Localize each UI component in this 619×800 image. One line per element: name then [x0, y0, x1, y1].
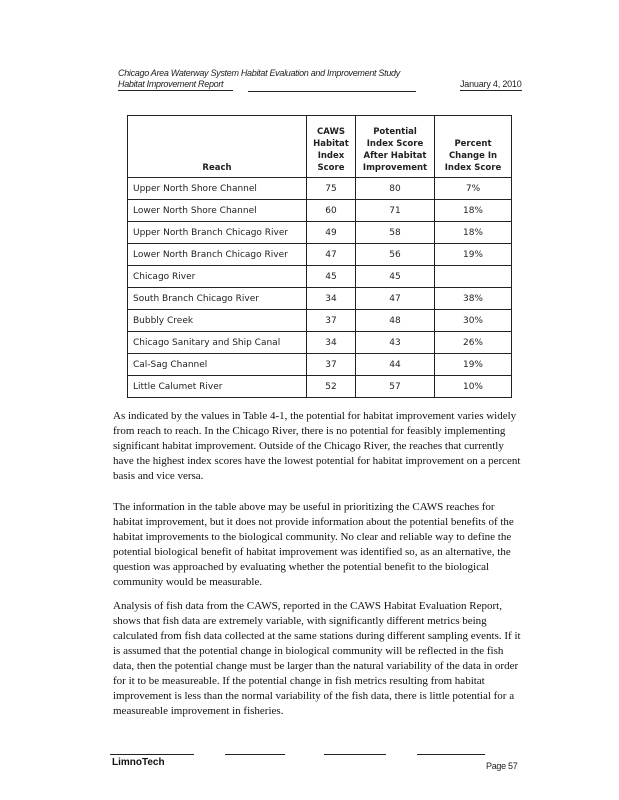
column-header-reach: Reach — [128, 116, 307, 178]
percent-change: 7% — [435, 178, 512, 200]
table-row — [128, 244, 512, 266]
caws-score: 34 — [307, 332, 356, 354]
footer-rule — [324, 754, 386, 755]
reach-name: Chicago Sanitary and Ship Canal — [128, 332, 307, 354]
reach-name: Bubbly Creek — [128, 310, 307, 332]
table-header-row — [128, 116, 512, 178]
reach-name: Upper North Branch Chicago River — [128, 222, 307, 244]
table-row — [128, 310, 512, 332]
potential-score: 80 — [356, 178, 435, 200]
caws-score: 47 — [307, 244, 356, 266]
reach-name: Lower North Branch Chicago River — [128, 244, 307, 266]
caws-score: 52 — [307, 376, 356, 398]
percent-change: 19% — [435, 244, 512, 266]
potential-score: 57 — [356, 376, 435, 398]
habitat-index-table — [127, 115, 512, 398]
reach-name: Chicago River — [128, 266, 307, 288]
body-paragraph: As indicated by the values in Table 4-1, the potential for habitat improvement varies widely from reach to reach. In the Chicago River, there is no potential for feasibly implementing significant habitat improvement. Outside of the Chicago River, the reaches that currently have the highest index scores have the lowest potential for habitat improvement on a percent basis and vice versa. — [113, 410, 521, 482]
header-report-title: Habitat Improvement Report — [118, 79, 233, 91]
footer-rule — [225, 754, 285, 755]
potential-score: 47 — [356, 288, 435, 310]
footer-rule — [417, 754, 485, 755]
caws-score: 75 — [307, 178, 356, 200]
percent-change: 26% — [435, 332, 512, 354]
potential-score: 71 — [356, 200, 435, 222]
header-rule — [248, 91, 416, 92]
footer-company-name: LimnoTech — [112, 757, 165, 768]
header-date: January 4, 2010 — [460, 79, 522, 89]
caws-score: 45 — [307, 266, 356, 288]
footer-rule — [110, 754, 194, 755]
footer-page-number: Page 57 — [486, 761, 518, 771]
caws-score: 60 — [307, 200, 356, 222]
reach-name: Cal-Sag Channel — [128, 354, 307, 376]
column-header-caws-score: CAWS Habitat Index Score — [307, 116, 356, 178]
table-row — [128, 200, 512, 222]
reach-name: Lower North Shore Channel — [128, 200, 307, 222]
table-row — [128, 332, 512, 354]
column-header-percent-change: Percent Change In Index Score — [435, 116, 512, 178]
caws-score: 37 — [307, 310, 356, 332]
table-row — [128, 288, 512, 310]
table-row — [128, 178, 512, 200]
table-row — [128, 376, 512, 398]
percent-change: 10% — [435, 376, 512, 398]
potential-score: 48 — [356, 310, 435, 332]
potential-score: 44 — [356, 354, 435, 376]
caws-score: 34 — [307, 288, 356, 310]
reach-name: Little Calumet River — [128, 376, 307, 398]
table-row — [128, 222, 512, 244]
potential-score: 45 — [356, 266, 435, 288]
percent-change: 38% — [435, 288, 512, 310]
caws-score: 49 — [307, 222, 356, 244]
percent-change: 18% — [435, 222, 512, 244]
potential-score: 58 — [356, 222, 435, 244]
reach-name: Upper North Shore Channel — [128, 178, 307, 200]
reach-name: South Branch Chicago River — [128, 288, 307, 310]
percent-change — [435, 266, 512, 288]
table-row — [128, 266, 512, 288]
table-row — [128, 354, 512, 376]
caws-score: 37 — [307, 354, 356, 376]
header-study-title: Chicago Area Waterway System Habitat Evaluation and Improvement Study — [118, 68, 400, 78]
body-paragraph: The information in the table above may be useful in prioritizing the CAWS reaches for habitat improvement, but it does not provide information about the potential benefits of the habitat improvements to the biological community. No clear and reliable way to define the potential biological benefit of habitat improvement was identified so, as an alternative, the question was approached by evaluating whether the potential benefit to the biological community would be measurable. — [113, 501, 514, 588]
percent-change: 18% — [435, 200, 512, 222]
body-paragraph: Analysis of fish data from the CAWS, reported in the CAWS Habitat Evaluation Report, shows that fish data are extremely variable, with significantly different metrics being calculated from fish data collected at the same stations during different sampling events. If it is assumed that the potential change in biological community will be reflected in the fish data, then the potential change must be larger than the natural variability of the data in order for it to be measureable. If the potential change in fish metrics resulting from habitat improvement is less than the normal variability of the fish data, there is little potential for a measureable improvement in fisheries. — [113, 600, 521, 717]
percent-change: 19% — [435, 354, 512, 376]
running-header — [118, 68, 518, 91]
potential-score: 56 — [356, 244, 435, 266]
potential-score: 43 — [356, 332, 435, 354]
percent-change: 30% — [435, 310, 512, 332]
column-header-potential-score: Potential Index Score After Habitat Improvement — [356, 116, 435, 178]
